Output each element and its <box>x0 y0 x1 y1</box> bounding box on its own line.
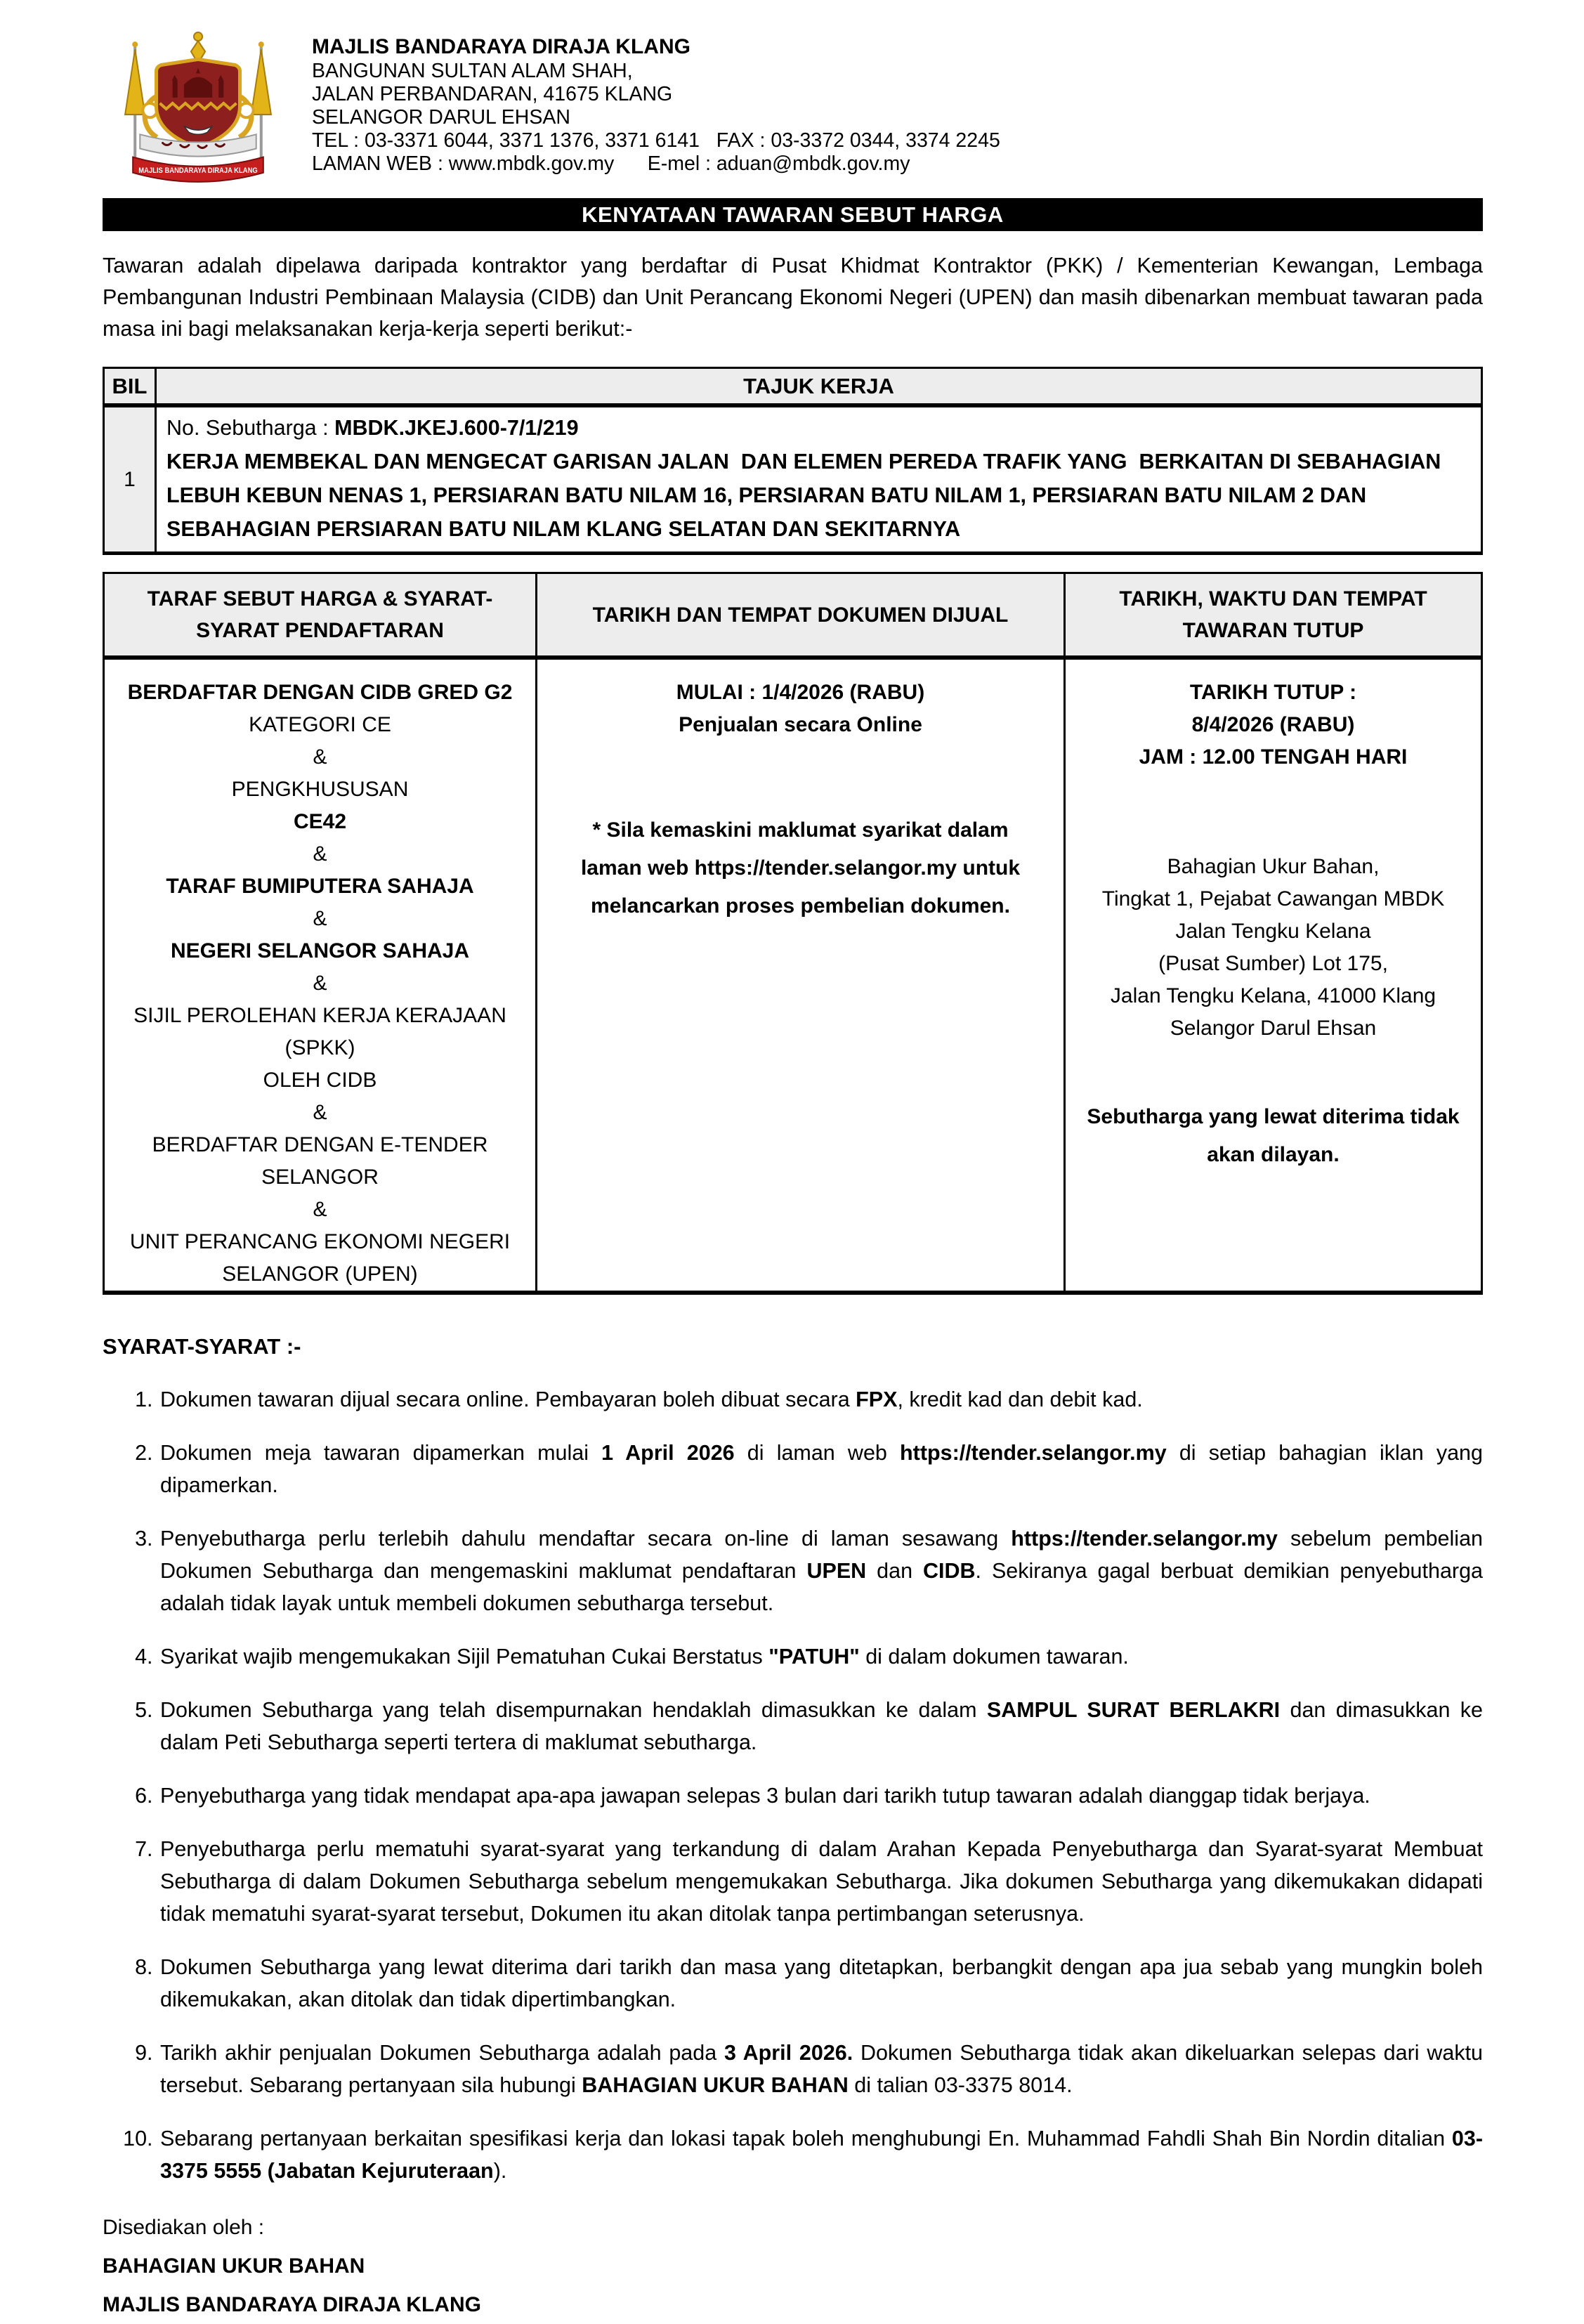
text-line: (Pusat Sumber) Lot 175, <box>1158 952 1388 975</box>
text-line: Jalan Tengku Kelana, 41000 Klang <box>1110 984 1436 1007</box>
condition-text: Penyebutharga perlu terlebih dahulu mendaftar secara on-line di laman sesawang <box>160 1527 1012 1551</box>
text-line: TARAF BUMIPUTERA SAHAJA <box>166 875 474 898</box>
condition-emphasis: "PATUH" <box>768 1645 860 1669</box>
text-line: SIJIL PEROLEHAN KERJA KERAJAAN (SPKK) <box>133 1004 506 1059</box>
org-name: MAJLIS BANDARAYA DIRAJA KLANG <box>312 35 690 58</box>
crest-ribbon-text: MAJLIS BANDARAYA DIRAJA KLANG <box>138 166 258 175</box>
condition-text: Tarikh akhir penjualan Dokumen Sebutharga adalah pada <box>160 2041 724 2065</box>
condition-emphasis: 1 April 2026 <box>601 1441 735 1465</box>
text-line: Selangor Darul Ehsan <box>1170 1017 1377 1040</box>
text-line: MULAI : 1/4/2026 (RABU) <box>676 681 925 704</box>
org-phone-fax: TEL : 03-3371 6044, 3371 1376, 3371 6141 FAX : 03-3372 0344, 3374 2245 <box>312 129 1000 152</box>
condition-emphasis: https://tender.selangor.my <box>1011 1527 1278 1551</box>
condition-emphasis: 03-3375 5555 (Jabatan Kejuruteraan <box>160 2127 1483 2183</box>
condition-item <box>159 1780 1483 1812</box>
condition-item <box>159 1522 1483 1619</box>
text-line: 8/4/2026 (RABU) <box>1191 713 1355 736</box>
condition-text: dan dimasukkan ke dalam Peti Sebutharga seperti tertera di maklumat sebutharga. <box>160 1698 1483 1754</box>
text-line: PENGKHUSUSAN <box>231 778 409 801</box>
job-row-description <box>156 405 1482 554</box>
late-submission-note: Sebutharga yang lewat diterima tidak akan dilayan. <box>1087 1105 1460 1166</box>
document-title: KENYATAAN TAWARAN SEBUT HARGA <box>582 202 1004 227</box>
org-web-email: LAMAN WEB : www.mbdk.gov.my E-mel : aduan@mbdk.gov.my <box>312 152 910 175</box>
text-line: & <box>313 745 327 769</box>
text-line: BERDAFTAR DENGAN CIDB GRED G2 <box>127 681 513 704</box>
condition-emphasis: CIDB <box>922 1559 976 1583</box>
text-line: OLEH CIDB <box>263 1069 377 1092</box>
condition-text: di dalam dokumen tawaran. <box>859 1645 1129 1669</box>
crest-left-flag <box>125 41 145 173</box>
condition-text: , kredit kad dan debit kad. <box>897 1388 1143 1411</box>
prepared-by-department: BAHAGIAN UKUR BAHAN <box>103 2254 365 2278</box>
registration-requirements-cell <box>104 658 537 1293</box>
text-line: BERDAFTAR DENGAN E-TENDER <box>152 1133 488 1156</box>
text-line: Tingkat 1, Pejabat Cawangan MBDK <box>1101 887 1445 910</box>
condition-text: dan <box>866 1559 923 1583</box>
submission-address <box>1073 851 1474 1045</box>
prepared-by-block <box>103 2208 1483 2324</box>
job-ref-number: MBDK.JKEJ.600-7/1/219 <box>334 416 579 440</box>
condition-text: ). <box>493 2159 507 2183</box>
crest-shield <box>156 59 240 148</box>
condition-text: . Sekiranya gagal berbuat demikian penyebutharga adalah tidak layak untuk membeli dokumen sebutharga tersebut. <box>160 1559 1483 1615</box>
sale-start-lines <box>544 677 1056 741</box>
title-bar <box>103 198 1483 231</box>
condition-item <box>159 1437 1483 1501</box>
crest-right-flag <box>251 41 271 173</box>
condition-text: Dokumen Sebutharga yang telah disempurnakan hendaklah dimasukkan ke dalam <box>160 1698 987 1722</box>
condition-text: Dokumen tawaran dijual secara online. Pembayaran boleh dibuat secara <box>160 1388 856 1411</box>
closing-info-cell <box>1065 658 1482 1293</box>
condition-text: sebelum pembelian Dokumen Sebutharga dan mengemaskini maklumat pendaftaran <box>160 1527 1483 1583</box>
condition-text: Dokumen Sebutharga tidak akan dikeluarkan selepas dari waktu tersebut. Sebarang pertanyaan sila hubungi <box>160 2041 1484 2097</box>
condition-text: di talian 03-3375 8014. <box>848 2073 1073 2097</box>
text-line: JAM : 12.00 TENGAH HARI <box>1139 745 1408 769</box>
text-line: CE42 <box>293 810 347 833</box>
mbdk-crest-logo <box>111 28 285 190</box>
condition-text: di laman web <box>734 1441 901 1465</box>
condition-emphasis: 3 April 2026. <box>724 2041 853 2065</box>
intro-paragraph: Tawaran adalah dipelawa daripada kontraktor yang berdaftar di Pusat Khidmat Kontraktor (PKK) / Kementerian Kewangan, Lembaga Pembangunan Industri Pembinaan Malaysia (CIDB) dan Unit Perancang Ekonomi Negeri (UPEN) dan masih dibenarkan membuat tawaran pada masa ini bagi melaksanakan kerja-kerja seperti berikut:- <box>103 254 1483 341</box>
condition-item <box>159 2037 1483 2101</box>
text-line: Penjualan secara Online <box>679 713 922 736</box>
text-line: UNIT PERANCANG EKONOMI NEGERI <box>129 1230 511 1253</box>
update-company-note: * Sila kemaskini maklumat syarikat dalam laman web https://tender.selangor.my untuk melancarkan proses pembelian dokumen. <box>580 818 1021 918</box>
text-line: & <box>313 907 327 930</box>
conditions-heading: SYARAT-SYARAT :- <box>103 1334 301 1359</box>
text-line: KATEGORI CE <box>249 713 391 736</box>
info-header-taraf: TARAF SEBUT HARGA & SYARAT-SYARAT PENDAFTARAN <box>104 573 537 658</box>
text-line: SELANGOR <box>261 1166 379 1189</box>
job-row <box>104 405 1482 554</box>
info-header-dokumen-dijual: TARIKH DAN TEMPAT DOKUMEN DIJUAL <box>537 573 1065 658</box>
condition-item <box>159 1383 1483 1416</box>
document-sale-cell <box>537 658 1065 1293</box>
info-table-body-row <box>104 658 1482 1293</box>
job-table-header-row <box>104 368 1482 406</box>
org-address-line-3: SELANGOR DARUL EHSAN <box>312 106 570 129</box>
condition-emphasis: UPEN <box>806 1559 867 1583</box>
text-line: Bahagian Ukur Bahan, <box>1167 855 1380 878</box>
info-table-header-row <box>104 573 1482 658</box>
prepared-by-organisation: MAJLIS BANDARAYA DIRAJA KLANG <box>103 2293 481 2316</box>
condition-item <box>159 1951 1483 2016</box>
registration-requirements <box>112 677 528 1291</box>
org-address-line-2: JALAN PERBANDARAN, 41675 KLANG <box>312 83 673 105</box>
condition-text: Dokumen Sebutharga yang lewat diterima dari tarikh dan masa yang ditetapkan, berbangkit dengan apa jua sebab yang mungkin boleh dikemukakan, akan ditolak dan tidak dipertimbangkan. <box>160 1955 1483 2011</box>
org-address-line-1: BANGUNAN SULTAN ALAM SHAH, <box>312 60 633 82</box>
condition-item <box>159 1640 1483 1673</box>
tender-info-table <box>103 572 1483 1295</box>
letterhead <box>111 28 1483 192</box>
condition-item <box>159 1833 1483 1930</box>
text-line: & <box>313 1198 327 1221</box>
job-table <box>103 367 1483 555</box>
condition-text: di setiap bahagian iklan yang dipamerkan. <box>160 1441 1483 1497</box>
text-line: NEGERI SELANGOR SAHAJA <box>170 939 470 962</box>
condition-emphasis: FPX <box>856 1388 898 1411</box>
condition-emphasis: SAMPUL SURAT BERLAKRI <box>986 1698 1281 1722</box>
text-line: SELANGOR (UPEN) <box>222 1262 418 1286</box>
job-title: KERJA MEMBEKAL DAN MENGECAT GARISAN JALAN DAN ELEMEN PEREDA TRAFIK YANG BERKAITAN DI SEBAHAGIAN LEBUH KEBUN NENAS 1, PERSIARAN BATU NILAM 16, PERSIARAN BATU NILAM 1, PERSIARAN BATU NILAM 2 DAN SEBAHAGIAN PERSIARAN BATU NILAM KLANG SELATAN DAN SEKITARNYA <box>166 450 1447 541</box>
info-header-tawaran-tutup: TARIKH, WAKTU DAN TEMPAT TAWARAN TUTUP <box>1065 573 1482 658</box>
condition-emphasis: BAHAGIAN UKUR BAHAN <box>582 2073 849 2097</box>
condition-item <box>159 2122 1483 2187</box>
job-table-header-tajuk: TAJUK KERJA <box>156 368 1482 406</box>
job-table-header-bil: BIL <box>104 368 156 406</box>
condition-text: Sebarang pertanyaan berkaitan spesifikasi kerja dan lokasi tapak boleh menghubungi En. Muhammad Fahdli Shah Bin Nordin ditalian <box>160 2127 1452 2150</box>
text-line: Jalan Tengku Kelana <box>1175 920 1371 943</box>
text-line: & <box>313 972 327 995</box>
condition-emphasis: https://tender.selangor.my <box>900 1441 1167 1465</box>
conditions-list <box>103 1383 1483 2187</box>
text-line: TARIKH TUTUP : <box>1189 681 1357 704</box>
condition-text: Penyebutharga perlu mematuhi syarat-syarat yang terkandung di dalam Arahan Kepada Penyebutharga dan Syarat-syarat Membuat Sebutharga di dalam Dokumen Sebutharga sebelum mengemukakan Sebutharga. Jika dokumen Sebutharga yang dikemukakan didapati tidak mematuhi syarat-syarat tersebut, Dokumen itu akan ditolak tanpa pertimbangan seterusnya. <box>160 1837 1483 1926</box>
job-ref-line <box>166 411 1471 445</box>
job-ref-label: No. Sebutharga : <box>166 416 335 440</box>
condition-text: Syarikat wajib mengemukakan Sijil Pematuhan Cukai Berstatus <box>160 1645 769 1669</box>
text-line: & <box>313 842 327 866</box>
closing-date-lines <box>1073 677 1474 773</box>
condition-text: Dokumen meja tawaran dipamerkan mulai <box>160 1441 602 1465</box>
text-line: & <box>313 1101 327 1124</box>
condition-text: Penyebutharga yang tidak mendapat apa-apa jawapan selepas 3 bulan dari tarikh tutup tawaran adalah dianggap tidak berjaya. <box>160 1784 1370 1808</box>
job-row-number: 1 <box>104 405 156 554</box>
condition-item <box>159 1694 1483 1758</box>
crest-ribbon <box>133 157 263 182</box>
org-address-block <box>312 28 1000 176</box>
prepared-by-label: Disediakan oleh : <box>103 2216 265 2239</box>
